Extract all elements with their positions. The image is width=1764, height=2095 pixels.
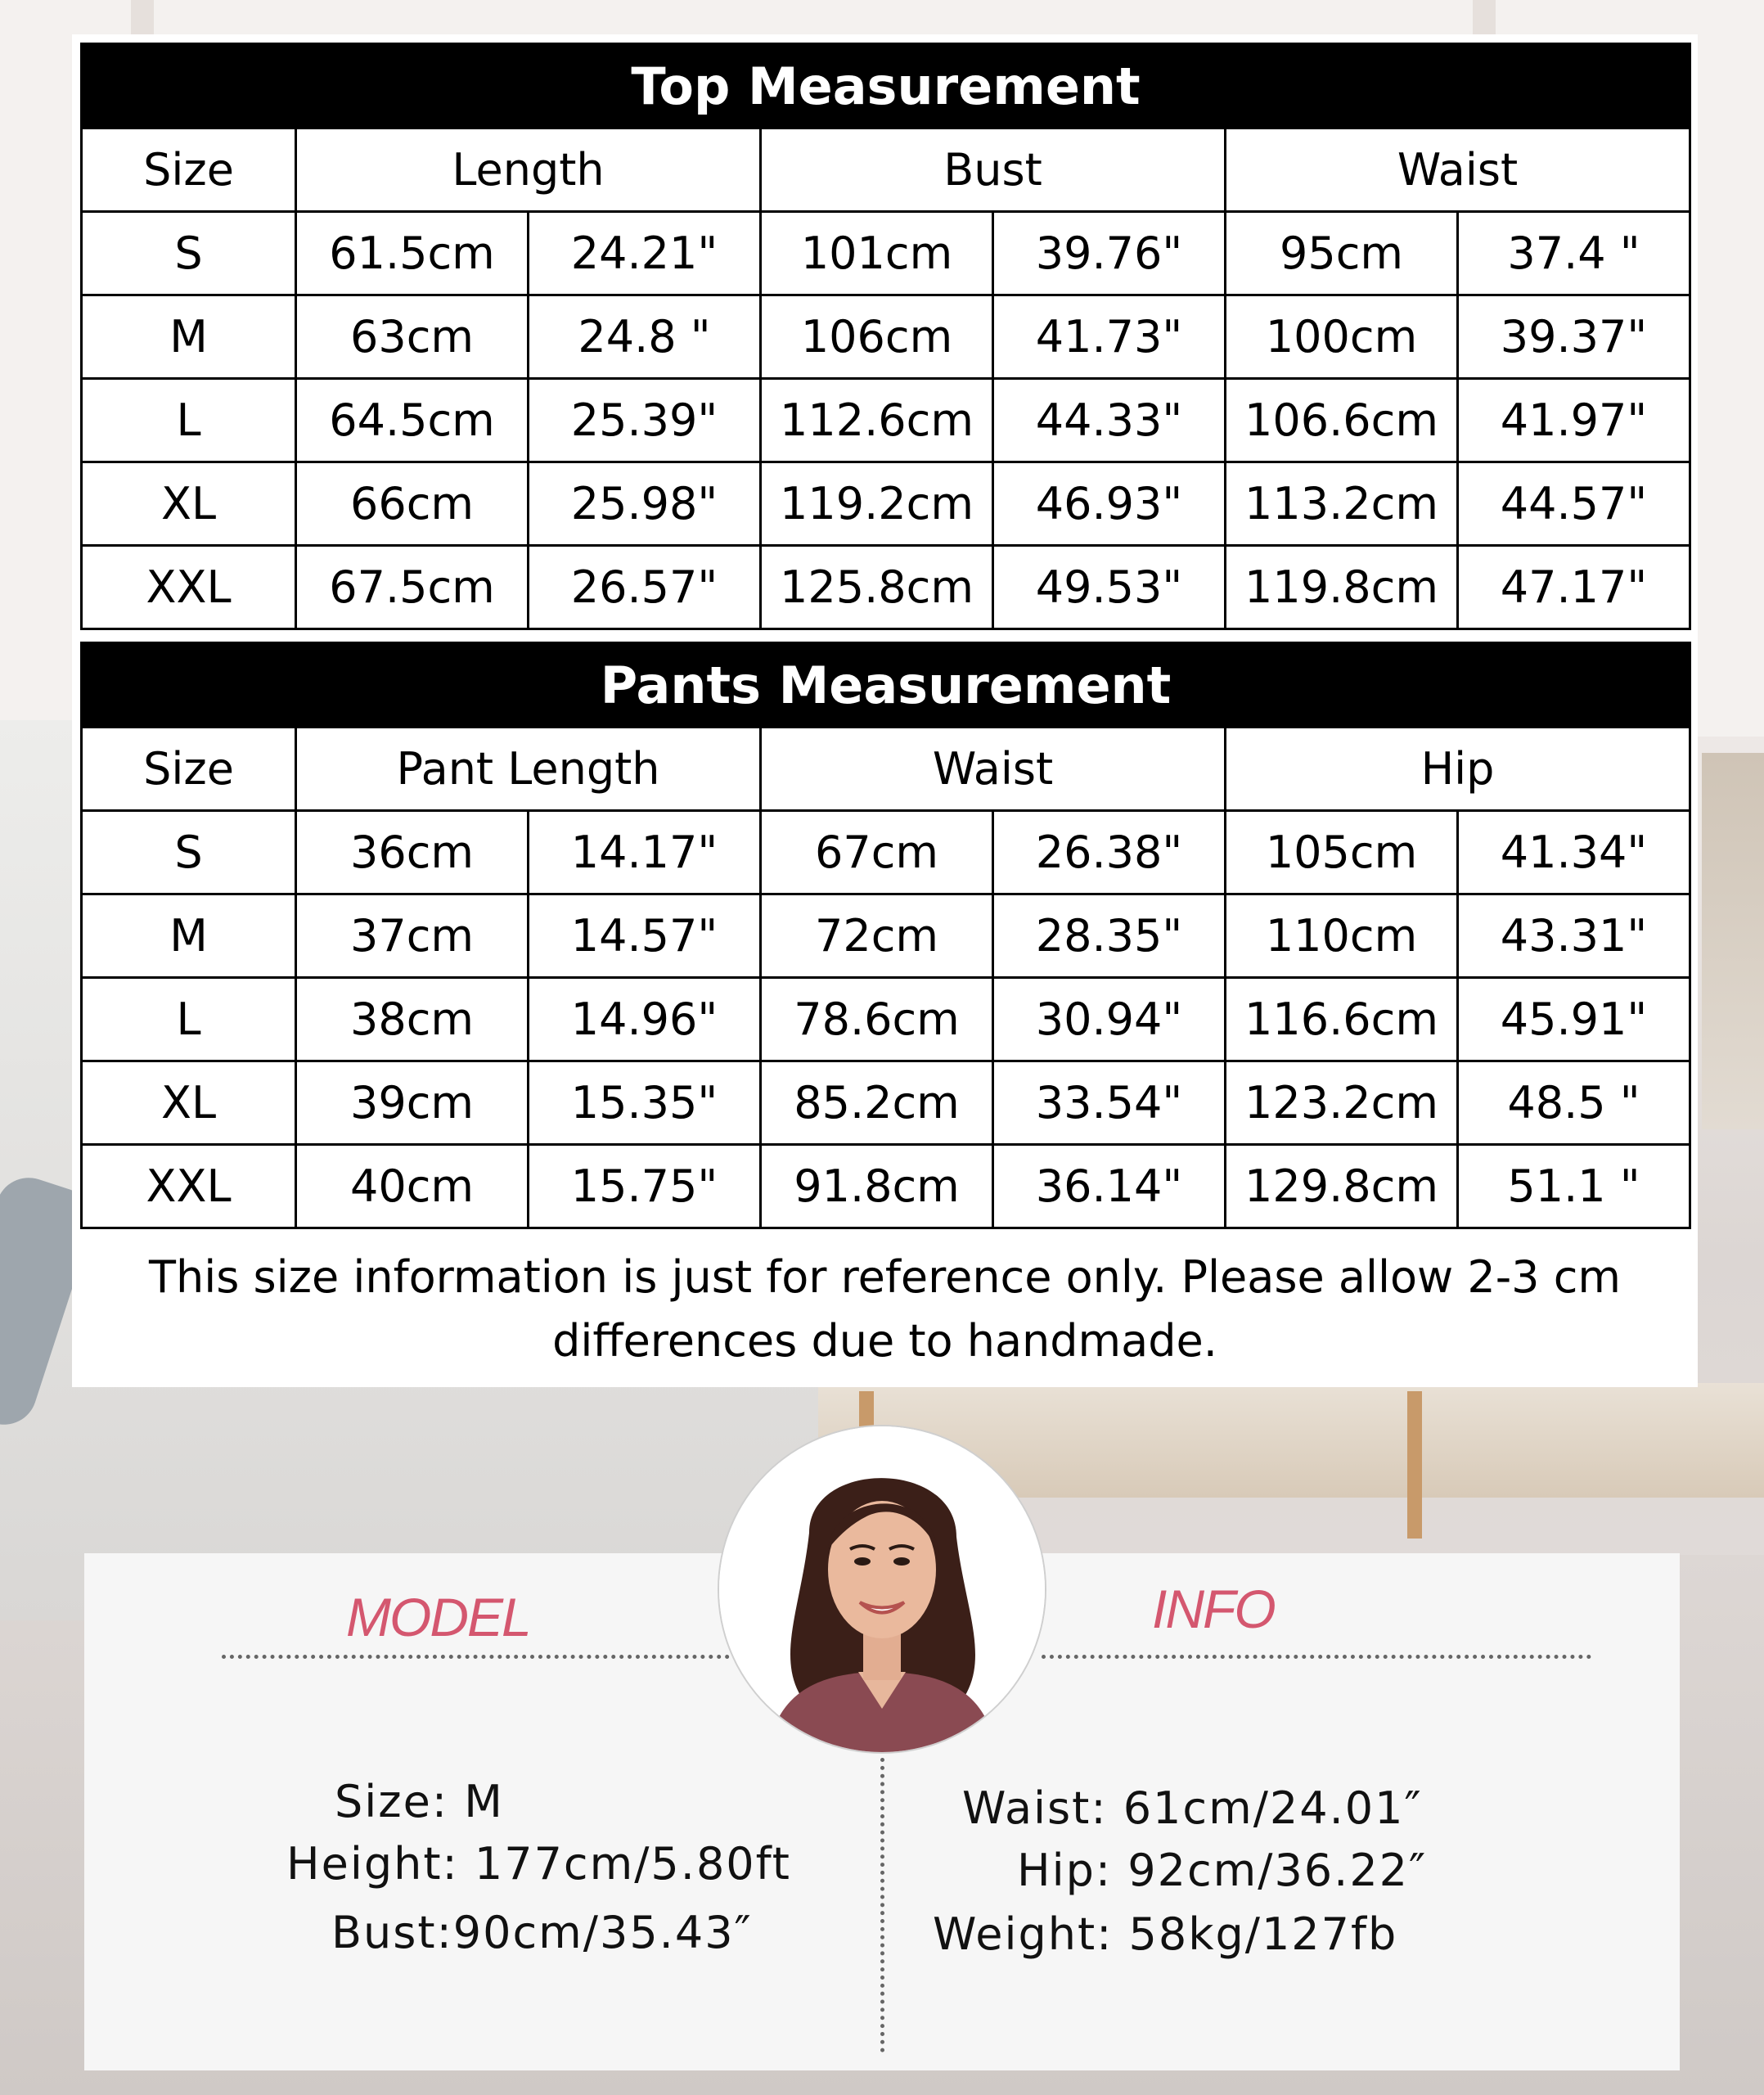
measurement-cell: 15.35" xyxy=(529,1061,761,1145)
measurement-cell: 113.2cm xyxy=(1226,462,1458,546)
measurement-cell: 67cm xyxy=(761,811,993,894)
column-header-hip: Hip xyxy=(1226,728,1690,811)
measurement-cell: 14.17" xyxy=(529,811,761,894)
measurement-cell: 43.31" xyxy=(1458,894,1690,978)
measurement-cell: 28.35" xyxy=(993,894,1226,978)
measurement-cell: 112.6cm xyxy=(761,379,993,462)
measurement-cell: 25.39" xyxy=(529,379,761,462)
measurement-cell: 129.8cm xyxy=(1226,1145,1458,1228)
measurement-cell: 123.2cm xyxy=(1226,1061,1458,1145)
measurement-cell: 48.5 " xyxy=(1458,1061,1690,1145)
pants-table-title: Pants Measurement xyxy=(82,643,1690,728)
table-row xyxy=(82,462,1690,546)
measurement-cell: 33.54" xyxy=(993,1061,1226,1145)
size-cell: XXL xyxy=(82,1145,296,1228)
column-header-size: Size xyxy=(82,128,296,212)
measurement-cell: 49.53" xyxy=(993,546,1226,629)
model-weight: Weight: 58kg/127fb xyxy=(933,1908,1398,1960)
size-cell: M xyxy=(82,295,296,379)
measurement-cell: 78.6cm xyxy=(761,978,993,1061)
info-heading: INFO xyxy=(1152,1579,1275,1639)
measurement-cell: 72cm xyxy=(761,894,993,978)
measurement-cell: 44.33" xyxy=(993,379,1226,462)
measurement-cell: 46.93" xyxy=(993,462,1226,546)
measurement-cell: 51.1 " xyxy=(1458,1145,1690,1228)
model-hip: Hip: 92cm/36.22″ xyxy=(1017,1845,1428,1896)
model-heading: MODEL xyxy=(346,1587,530,1647)
size-cell: XL xyxy=(82,462,296,546)
model-height: Height: 177cm/5.80ft xyxy=(286,1838,791,1890)
column-header-pant-length: Pant Length xyxy=(296,728,761,811)
measurement-cell: 67.5cm xyxy=(296,546,529,629)
model-waist: Waist: 61cm/24.01″ xyxy=(962,1782,1423,1834)
measurement-cell: 63cm xyxy=(296,295,529,379)
note-line-1: This size information is just for reference only. Please allow 2-3 cm xyxy=(148,1251,1621,1303)
size-cell: XXL xyxy=(82,546,296,629)
measurement-cell: 30.94" xyxy=(993,978,1226,1061)
size-cell: XL xyxy=(82,1061,296,1145)
pants-measurement-table xyxy=(80,642,1691,1229)
measurement-cell: 24.21" xyxy=(529,212,761,295)
measurement-cell: 110cm xyxy=(1226,894,1458,978)
measurement-cell: 41.97" xyxy=(1458,379,1690,462)
measurement-cell: 105cm xyxy=(1226,811,1458,894)
top-table-title: Top Measurement xyxy=(82,44,1690,128)
measurement-cell: 119.2cm xyxy=(761,462,993,546)
measurement-cell: 44.57" xyxy=(1458,462,1690,546)
measurement-cell: 45.91" xyxy=(1458,978,1690,1061)
measurement-cell: 26.38" xyxy=(993,811,1226,894)
measurement-cell: 85.2cm xyxy=(761,1061,993,1145)
model-bust: Bust:90cm/35.43″ xyxy=(331,1907,753,1958)
measurement-cell: 66cm xyxy=(296,462,529,546)
dotted-divider-right xyxy=(1042,1655,1591,1659)
measurement-cell: 101cm xyxy=(761,212,993,295)
measurement-cell: 106.6cm xyxy=(1226,379,1458,462)
measurement-cell: 41.34" xyxy=(1458,811,1690,894)
size-cell: S xyxy=(82,212,296,295)
measurement-cell: 64.5cm xyxy=(296,379,529,462)
measurement-cell: 15.75" xyxy=(529,1145,761,1228)
top-measurement-table xyxy=(80,43,1691,630)
size-chart-panel xyxy=(72,34,1698,1387)
measurement-cell: 37cm xyxy=(296,894,529,978)
size-cell: L xyxy=(82,379,296,462)
table-row xyxy=(82,212,1690,295)
measurement-cell: 14.96" xyxy=(529,978,761,1061)
pants-table-body xyxy=(82,811,1690,1228)
table-row xyxy=(82,379,1690,462)
note-line-2: differences due to handmade. xyxy=(552,1315,1217,1367)
model-portrait-drawing xyxy=(719,1426,1045,1752)
table-row xyxy=(82,978,1690,1061)
table-row xyxy=(82,894,1690,978)
background-table-leg xyxy=(1407,1391,1422,1539)
size-disclaimer-note xyxy=(88,1246,1681,1373)
measurement-cell: 37.4 " xyxy=(1458,212,1690,295)
dotted-divider-vertical xyxy=(880,1758,884,2052)
size-cell: L xyxy=(82,978,296,1061)
column-header-waist: Waist xyxy=(1226,128,1690,212)
measurement-cell: 116.6cm xyxy=(1226,978,1458,1061)
measurement-cell: 39.76" xyxy=(993,212,1226,295)
table-row xyxy=(82,295,1690,379)
measurement-cell: 24.8 " xyxy=(529,295,761,379)
measurement-cell: 25.98" xyxy=(529,462,761,546)
table-row xyxy=(82,1061,1690,1145)
background-shelf xyxy=(1702,753,1764,1129)
measurement-cell: 61.5cm xyxy=(296,212,529,295)
size-cell: M xyxy=(82,894,296,978)
table-row xyxy=(82,811,1690,894)
column-header-size: Size xyxy=(82,728,296,811)
measurement-cell: 36.14" xyxy=(993,1145,1226,1228)
model-size: Size: M xyxy=(335,1776,504,1827)
measurement-cell: 38cm xyxy=(296,978,529,1061)
measurement-cell: 14.57" xyxy=(529,894,761,978)
measurement-cell: 106cm xyxy=(761,295,993,379)
column-header-bust: Bust xyxy=(761,128,1226,212)
measurement-cell: 41.73" xyxy=(993,295,1226,379)
measurement-cell: 36cm xyxy=(296,811,529,894)
measurement-cell: 39.37" xyxy=(1458,295,1690,379)
measurement-cell: 91.8cm xyxy=(761,1145,993,1228)
measurement-cell: 39cm xyxy=(296,1061,529,1145)
measurement-cell: 100cm xyxy=(1226,295,1458,379)
measurement-cell: 26.57" xyxy=(529,546,761,629)
top-table-body xyxy=(82,212,1690,629)
measurement-cell: 47.17" xyxy=(1458,546,1690,629)
measurement-cell: 95cm xyxy=(1226,212,1458,295)
model-portrait-photo xyxy=(719,1426,1045,1752)
measurement-cell: 119.8cm xyxy=(1226,546,1458,629)
size-cell: S xyxy=(82,811,296,894)
table-row xyxy=(82,1145,1690,1228)
column-header-waist: Waist xyxy=(761,728,1226,811)
measurement-cell: 40cm xyxy=(296,1145,529,1228)
table-row xyxy=(82,546,1690,629)
column-header-length: Length xyxy=(296,128,761,212)
measurement-cell: 125.8cm xyxy=(761,546,993,629)
